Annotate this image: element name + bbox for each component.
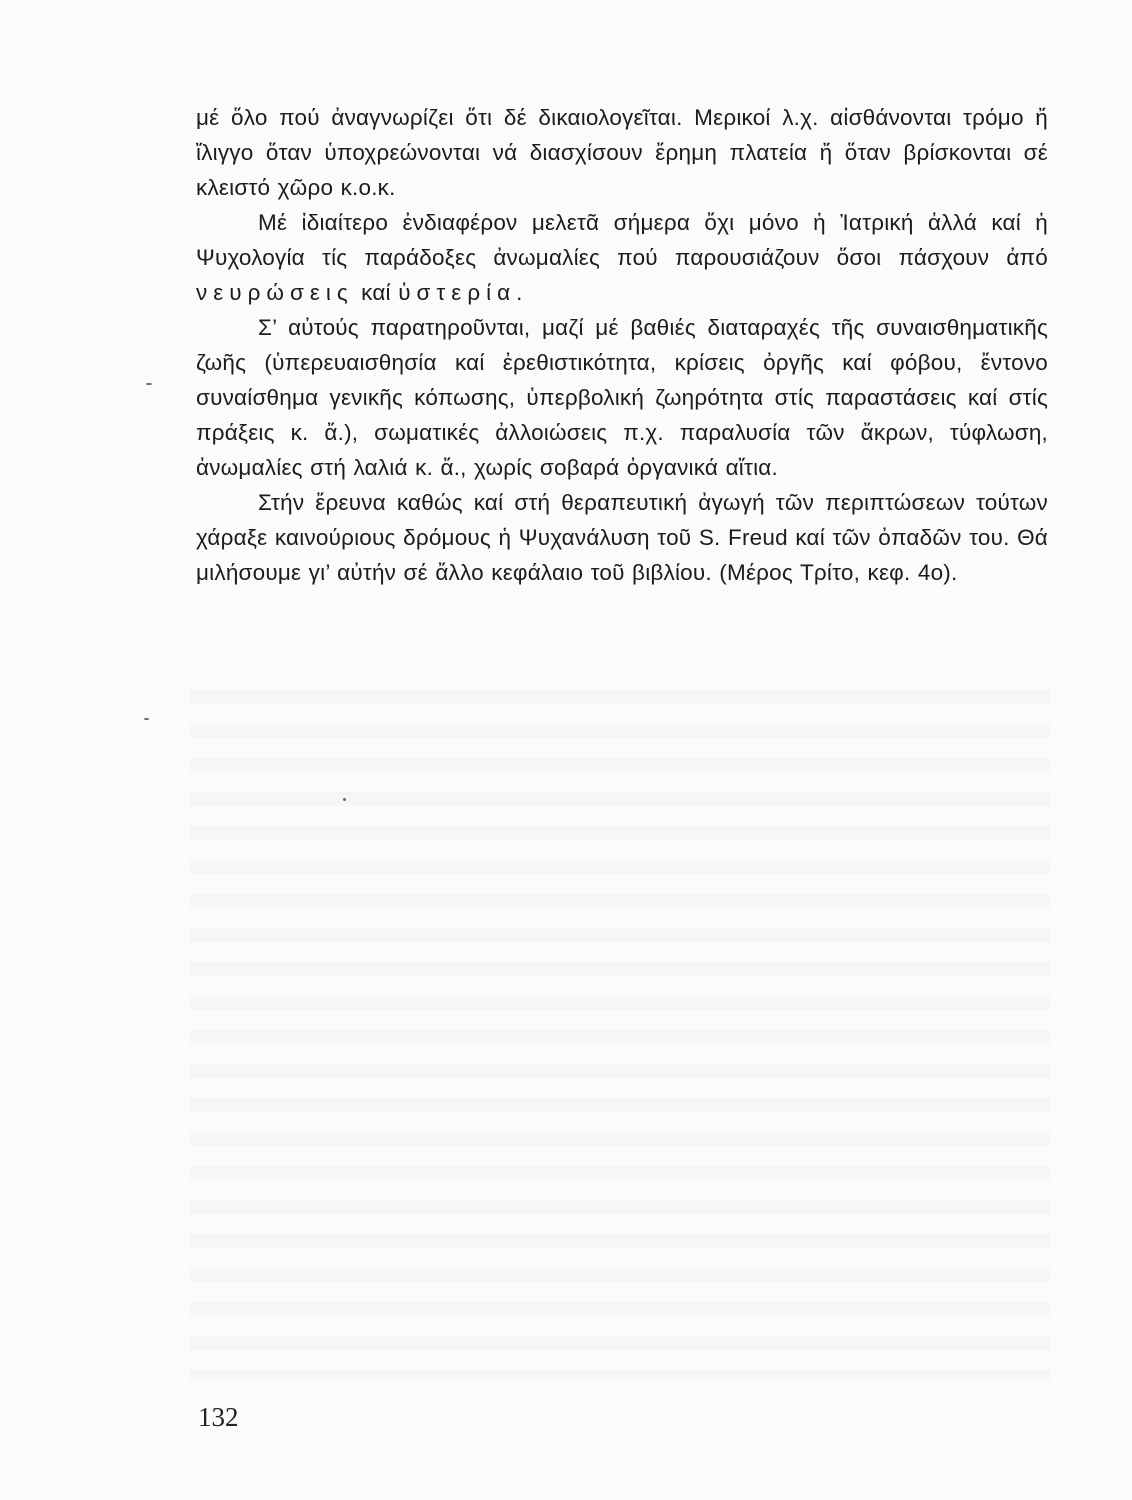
- page-number: 132: [198, 1402, 239, 1432]
- spaced-term-neuroses: νευρώσεις: [196, 280, 354, 305]
- paper-speck: [144, 718, 149, 720]
- reverse-side-bleed-through: [190, 690, 1050, 1380]
- paper-speck: [146, 383, 152, 385]
- body-text: [196, 100, 1048, 590]
- spaced-term-hysteria: ὑστερία: [398, 280, 517, 305]
- paragraph-4: Στήν ἔρευνα καθώς καί στή θεραπευτική ἀγωγή τῶν περιπτώσεων τούτων χάραξε καινούριους δρόμους ἡ Ψυχανάλυση τοῦ S. Freud καί τῶν ὀπαδῶν του. Θά μιλήσουμε γι’ αὐτήν σέ ἄλλο κεφάλαιο τοῦ βιβλίου. (Μέρος Τρίτο, κεφ. 4ο).: [196, 490, 1048, 585]
- paragraph-2: [196, 205, 1048, 310]
- paragraph-3: Σ’ αὐτούς παρατηροῦνται, μαζί μέ βαθιές διαταραχές τῆς συναισθηματικῆς ζωῆς (ὑπερευαισθησία καί ἐρεθιστικότητα, κρίσεις ὀργῆς καί φόβου, ἔντονο συναίσθημα γενικῆς κόπωσης, ὑπερβολική ζωηρότητα στίς παραστάσεις καί στίς πράξεις κ. ἄ.), σωματικές ἀλλοιώσεις π.χ. παραλυσία τῶν ἄκρων, τύφλωση, ἀνωμαλίες στή λαλιά κ. ἄ., χωρίς σοβαρά ὀργανικά αἴτια.: [196, 315, 1048, 480]
- paragraph-1: μέ ὅλο πού ἀναγνωρίζει ὅτι δέ δικαιολογεῖται. Μερικοί λ.χ. αἰσθάνονται τρόμο ἤ ἴλιγγο ὅταν ὑποχρεώνονται νά διασχίσουν ἔρημη πλατεία ἤ ὅταν βρίσκονται σέ κλειστό χῶρο κ.ο.κ.: [196, 105, 1048, 200]
- paper-speck: [343, 798, 346, 801]
- paragraph-2-end: .: [516, 280, 523, 305]
- paragraph-2-text: Μέ ἰδιαίτερο ἐνδιαφέρον μελετᾶ σήμερα ὄχι μόνο ἡ Ἰατρική ἀλλά καί ἡ Ψυχολογία τίς παράδοξες ἀνωμαλίες πού παρουσιάζουν ὅσοι πάσχουν ἀπό: [196, 210, 1048, 270]
- paragraph-2-conjunction: καί: [353, 280, 399, 305]
